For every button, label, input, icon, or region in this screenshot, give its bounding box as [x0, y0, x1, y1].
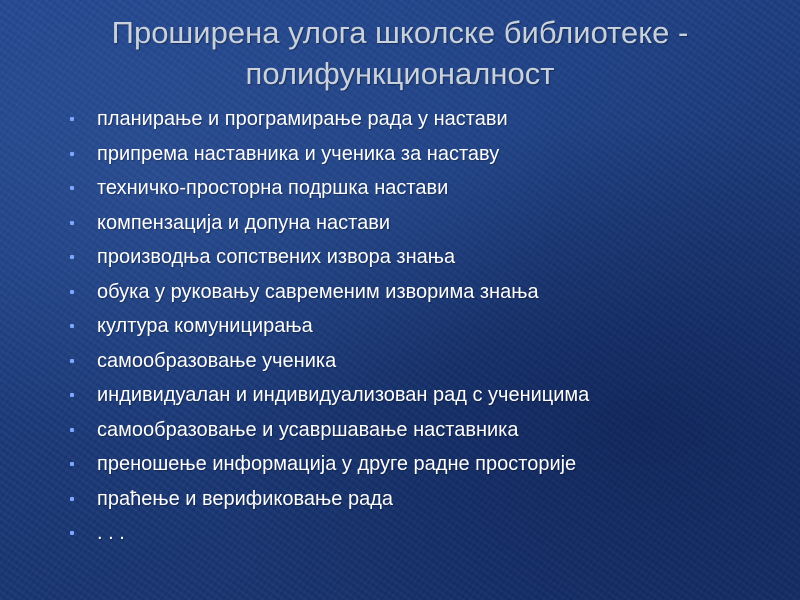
bullet-marker-icon [70, 152, 74, 156]
bullet-item [70, 141, 780, 176]
bullet-marker-icon [70, 117, 74, 121]
bullet-marker-icon [70, 186, 74, 190]
bullet-item-text: техничко-просторна подршка настави [97, 177, 449, 199]
bullet-item [70, 279, 780, 314]
bullet-marker-icon [70, 324, 74, 328]
bullet-item [70, 348, 780, 383]
slide-title-line-2: полифункционалност [245, 56, 555, 91]
bullet-item [70, 244, 780, 279]
bullet-marker-icon [70, 428, 74, 432]
bullet-item [70, 175, 780, 210]
bullet-item-text: индивидуалан и индивидуализован рад с ученицима [97, 384, 590, 406]
bullet-item [70, 210, 780, 245]
bullet-marker-icon [70, 255, 74, 259]
bullet-item [70, 451, 780, 486]
bullet-item-text: планирање и програмирање рада у настави [97, 108, 508, 130]
bullet-item-text: праћење и верификовање рада [97, 487, 394, 510]
bullet-item-text: преношење информација у друге радне просторије [97, 453, 577, 475]
bullet-item-text: култура комуницирања [97, 315, 313, 337]
slide-title-line-1: Проширена улога школске библиотеке - [111, 15, 689, 50]
bullet-item [70, 313, 780, 348]
bullet-marker-icon [70, 290, 74, 294]
bullet-marker-icon [70, 359, 74, 363]
bullet-item-text: производња сопствених извора знања [97, 246, 456, 268]
bullet-marker-icon [70, 497, 74, 501]
bullet-item-text: самообразовање ученика [97, 349, 337, 372]
bullet-list [70, 106, 780, 555]
bullet-item-text: припрема наставника и ученика за наставу [97, 142, 500, 165]
bullet-marker-icon [70, 462, 74, 466]
bullet-marker-icon [70, 221, 74, 225]
bullet-item [70, 382, 780, 417]
bullet-item-text: обука у руковању савременим изворима знања [97, 280, 539, 303]
bullet-item-text: . . . [97, 522, 125, 544]
bullet-item-text: самообразовање и усавршавање наставника [97, 418, 519, 441]
bullet-marker-icon [70, 531, 74, 535]
bullet-item-text: компензација и допуна настави [97, 211, 390, 234]
bullet-item [70, 106, 780, 141]
slide-title [20, 12, 780, 94]
bullet-item [70, 417, 780, 452]
bullet-marker-icon [70, 393, 74, 397]
bullet-item [70, 486, 780, 521]
bullet-item [70, 520, 780, 555]
